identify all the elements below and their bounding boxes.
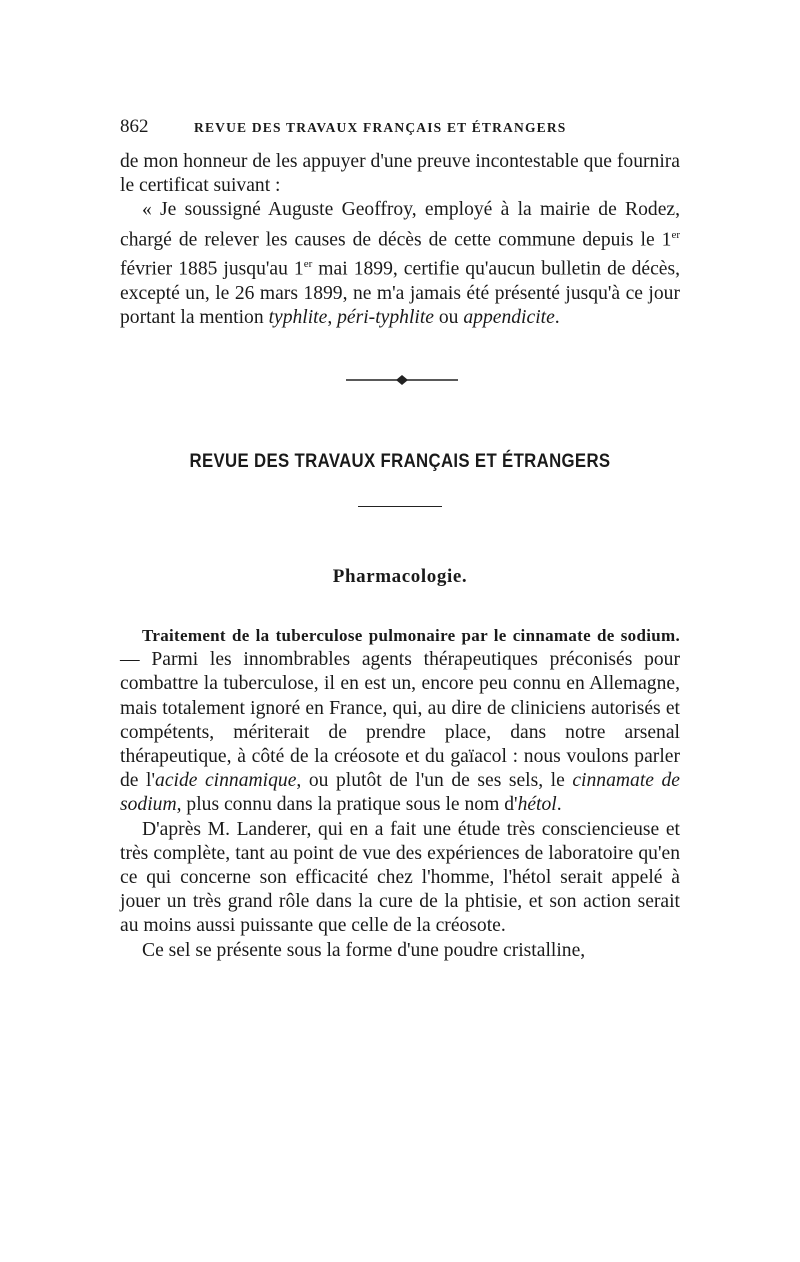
diamond-rule-ornament <box>346 375 458 385</box>
page-number: 862 <box>120 116 149 137</box>
certificate-text-mid-1: février 1885 jusqu'au 1 <box>120 258 304 280</box>
article-paragraph-1 <box>120 624 680 818</box>
article-paragraph-3: Ce sel se présente sous la forme d'une poudre cristalline, <box>142 939 586 961</box>
section-divider <box>358 506 442 507</box>
separator-1: , <box>327 307 338 329</box>
certificate-text-start: « Je soussigné Auguste Geoffroy, employé à la mairie de Rodez, chargé de relever les causes de décès de cette commune depuis le 1 <box>120 199 680 251</box>
term-typhlite: typhlite <box>268 307 328 329</box>
separator-2: ou <box>433 307 464 329</box>
article-lead: — Parmi les innombrables agents thérapeutiques préconisés pour combattre la tuberculose, il en est un, encore peu connu en Allemagne, mais totalement ignoré en France, qui, au dire de cliniciens autorisés et compétents, mériterait de prendre place, dans notre arsenal thérapeutique, à côté de la créosote et du gaïacol : nous voulons parler de l' <box>120 649 680 792</box>
term-cinnamate-de-sodium: cinnamate de sodium <box>120 770 681 816</box>
article-p1-end: . <box>556 794 562 816</box>
section-title: REVUE DES TRAVAUX FRANÇAIS ET ÉTRANGERS <box>189 450 611 472</box>
term-hetol: hétol <box>517 794 557 816</box>
certificate-end: . <box>554 307 560 329</box>
article-title: Traitement de la tuberculose pulmonaire par le cinnamate de sodium. <box>142 626 680 645</box>
running-head <box>120 116 680 140</box>
running-title: REVUE DES TRAVAUX FRANÇAIS ET ÉTRANGERS <box>194 120 567 135</box>
term-appendicite: appendicite <box>463 307 555 329</box>
article-mid-1: , ou plutôt de l'un de ses sels, le <box>296 770 573 792</box>
certificate-text-mid-2: mai 1899, certifie qu'aucun bulletin de décès, excepté un, le 26 mars 1899, ne m'a jamais été présenté jusqu'à ce jour portant la mention <box>120 258 681 329</box>
subsection-title: Pharmacologie. <box>332 566 468 587</box>
superscript-er-2: er <box>303 258 313 271</box>
article-paragraph-2: D'après M. Landerer, qui en a fait une étude très consciencieuse et très complète, tant au point de vue des expériences de laboratoire qu'en ce qui concerne son efficacité chez l'homme, l'hétol serait appelé à jouer un très grand rôle dans la cure de la phtisie, et son action serait au moins aussi puissante que celle de la créosote. <box>120 818 680 937</box>
superscript-er-1: er <box>671 228 680 241</box>
term-acide-cinnamique: acide cinnamique <box>155 770 297 792</box>
article-mid-2: , plus connu dans la pratique sous le nom d' <box>176 794 518 816</box>
article-text <box>120 624 680 963</box>
intro-text <box>120 150 680 330</box>
term-perityphlite: péri-typhlite <box>337 307 434 329</box>
intro-paragraph-1: de mon honneur de les appuyer d'une preuve incontestable que fournira le certificat suivant : <box>120 151 680 197</box>
certificate-paragraph <box>120 198 680 330</box>
